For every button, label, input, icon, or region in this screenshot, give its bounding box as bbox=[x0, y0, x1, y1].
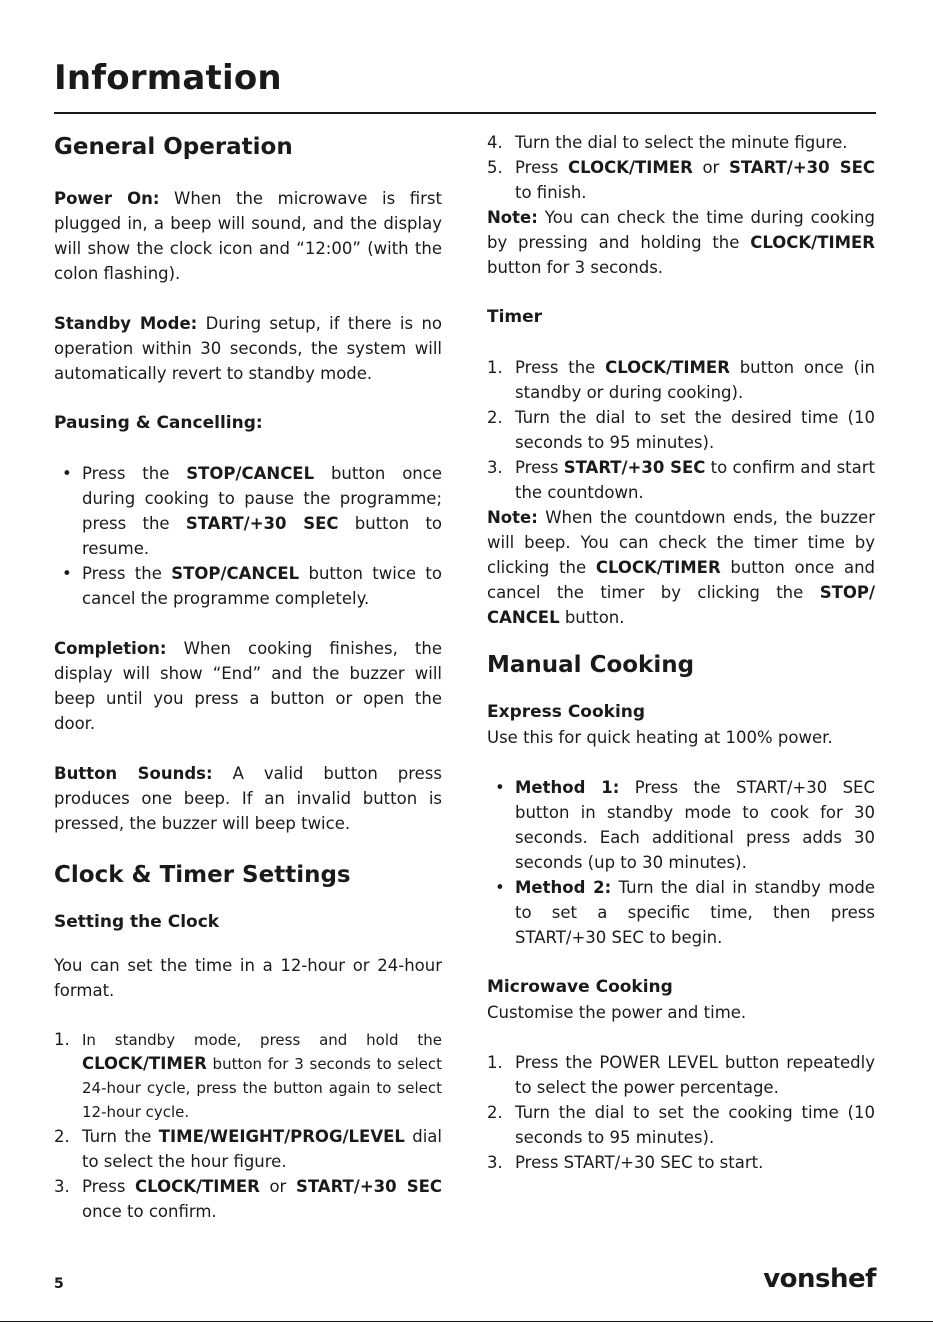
list-item bbox=[487, 355, 875, 405]
express-cooking-heading: Express Cooking bbox=[487, 702, 646, 722]
list-item bbox=[487, 455, 875, 505]
start-key: START/+30 SEC bbox=[185, 514, 339, 533]
list-item-text: Press the START/+30 SEC button in standby mode to cook for 30 seconds. Each additional press adds 30 seconds (up to 30 minutes). bbox=[515, 778, 876, 872]
bullet-icon: • bbox=[62, 564, 72, 583]
page-title: Information bbox=[54, 58, 282, 98]
power-on-text: When the microwave is first plugged in, a beep will sound, and the display will show the clock icon and “12:00” (with the colon flashing). bbox=[54, 189, 442, 283]
list-item-text: button once during cooking to pause the programme; press the bbox=[82, 464, 442, 533]
setting-clock-heading: Setting the Clock bbox=[54, 912, 220, 932]
list-item bbox=[487, 1050, 875, 1100]
method-label: Method 2: bbox=[515, 878, 612, 897]
list-item-text: button once (in standby or during cooking). bbox=[515, 358, 875, 402]
step-number: 3. bbox=[54, 1177, 70, 1196]
standby-paragraph bbox=[54, 311, 442, 386]
clock-timer-key: CLOCK/TIMER bbox=[595, 558, 721, 577]
list-item bbox=[487, 1100, 875, 1150]
list-item bbox=[487, 155, 875, 205]
note-label: Note: bbox=[487, 208, 538, 227]
list-item-text: button twice to cancel the programme completely. bbox=[82, 564, 442, 608]
microwave-cooking-heading: Microwave Cooking bbox=[487, 977, 673, 997]
clock-timer-key: CLOCK/TIMER bbox=[135, 1177, 260, 1196]
note-text: button once and cancel the timer by clicking the bbox=[487, 558, 876, 602]
list-item-text: button to resume. bbox=[82, 514, 443, 558]
power-on-label: Power On: bbox=[54, 189, 160, 208]
step-number: 1. bbox=[54, 1030, 70, 1049]
list-item-text: In standby mode, press and hold the bbox=[82, 1031, 442, 1049]
list-item-text: Turn the dial to set the desired time (10 seconds to 95 minutes). bbox=[515, 408, 875, 452]
left-column bbox=[54, 130, 442, 1224]
clock-timer-heading: Clock & Timer Settings bbox=[54, 862, 351, 888]
completion-text: When cooking finishes, the display will show “End” and the buzzer will beep until you press a button or open the door. bbox=[54, 639, 442, 733]
express-intro: Use this for quick heating at 100% power. bbox=[487, 728, 833, 747]
note-text: When the countdown ends, the buzzer will beep. You can check the timer time by clicking the bbox=[487, 508, 875, 577]
list-item-text: Turn the bbox=[82, 1127, 159, 1146]
list-item bbox=[54, 561, 442, 611]
list-item bbox=[487, 875, 875, 950]
clock-note bbox=[487, 205, 875, 280]
pausing-list bbox=[54, 461, 442, 611]
microwave-steps bbox=[487, 1050, 875, 1175]
list-item bbox=[54, 1124, 442, 1174]
list-item-text: Press the POWER LEVEL button repeatedly to select the power percentage. bbox=[515, 1053, 875, 1097]
timer-heading: Timer bbox=[487, 307, 543, 327]
clock-timer-key: CLOCK/TIMER bbox=[750, 233, 875, 252]
step-number: 2. bbox=[487, 408, 503, 427]
step-number: 3. bbox=[487, 458, 503, 477]
note-label: Note: bbox=[487, 508, 538, 527]
standby-text: During setup, if there is no operation within 30 seconds, the system will automatically revert to standby mode. bbox=[54, 314, 442, 383]
timer-note bbox=[487, 505, 875, 630]
page-number: 5 bbox=[54, 1276, 64, 1292]
bullet-icon: • bbox=[495, 778, 505, 797]
list-item bbox=[54, 461, 442, 561]
list-item-text: to finish. bbox=[515, 183, 587, 202]
completion-label: Completion: bbox=[54, 639, 167, 658]
button-sounds-label: Button Sounds: bbox=[54, 764, 213, 783]
time-weight-key: TIME/WEIGHT/PROG/LEVEL bbox=[158, 1127, 405, 1146]
list-item-text: Turn the dial in standby mode to set a specific time, then press START/+30 SEC to begin. bbox=[515, 878, 875, 947]
note-text: button. bbox=[559, 608, 625, 627]
list-item bbox=[487, 775, 875, 875]
list-item bbox=[487, 1150, 875, 1175]
list-item bbox=[487, 130, 875, 155]
title-divider bbox=[54, 112, 876, 114]
list-item-text: Turn the dial to select the minute figure. bbox=[515, 133, 848, 152]
clock-timer-key: CLOCK/TIMER bbox=[82, 1054, 207, 1073]
clock-timer-key: CLOCK/TIMER bbox=[568, 158, 693, 177]
list-item-text: Press bbox=[515, 458, 564, 477]
list-item-text: once to confirm. bbox=[82, 1202, 217, 1221]
clock-timer-key: CLOCK/TIMER bbox=[605, 358, 730, 377]
right-column bbox=[487, 130, 875, 1175]
stop-cancel-key: STOP/CANCEL bbox=[171, 564, 300, 583]
list-item-text: button for 3 seconds to select 24-hour cycle, press the button again to select 12-hour cycle. bbox=[82, 1055, 442, 1121]
step-number: 4. bbox=[487, 133, 503, 152]
completion-paragraph bbox=[54, 636, 442, 736]
button-sounds-text: A valid button press produces one beep. If an invalid button is pressed, the buzzer will beep twice. bbox=[54, 764, 442, 833]
list-item-text: Press bbox=[515, 158, 569, 177]
clock-steps bbox=[54, 1028, 442, 1224]
method-label: Method 1: bbox=[515, 778, 620, 797]
bullet-icon: • bbox=[495, 878, 505, 897]
general-operation-heading: General Operation bbox=[54, 134, 293, 160]
clock-steps-continued bbox=[487, 130, 875, 205]
list-item-text: Press the bbox=[82, 464, 187, 483]
manual-cooking-heading: Manual Cooking bbox=[487, 652, 695, 678]
list-item-text: Press the bbox=[82, 564, 172, 583]
list-item-text: dial to select the hour figure. bbox=[82, 1127, 442, 1171]
stop-cancel-key: STOP/CANCEL bbox=[186, 464, 315, 483]
list-item-text: Turn the dial to set the cooking time (10 seconds to 95 minutes). bbox=[515, 1103, 875, 1147]
start-key: START/+30 SEC bbox=[295, 1177, 442, 1196]
list-item-text: Press the bbox=[515, 358, 606, 377]
step-number: 5. bbox=[487, 158, 503, 177]
timer-steps bbox=[487, 355, 875, 505]
list-item-text: Press START/+30 SEC to start. bbox=[515, 1153, 764, 1172]
power-on-paragraph bbox=[54, 186, 442, 286]
start-key: START/+30 SEC bbox=[563, 458, 706, 477]
brand-logo: vonshef bbox=[763, 1264, 876, 1294]
step-number: 1. bbox=[487, 358, 503, 377]
button-sounds-paragraph bbox=[54, 761, 442, 836]
step-number: 3. bbox=[487, 1153, 503, 1172]
list-item bbox=[487, 405, 875, 455]
bullet-icon: • bbox=[62, 464, 72, 483]
clock-intro: You can set the time in a 12-hour or 24-hour format. bbox=[54, 956, 442, 1000]
bottom-divider bbox=[0, 1321, 933, 1322]
note-text: button for 3 seconds. bbox=[487, 258, 664, 277]
microwave-intro: Customise the power and time. bbox=[487, 1003, 747, 1022]
start-key: START/+30 SEC bbox=[728, 158, 875, 177]
step-number: 1. bbox=[487, 1053, 503, 1072]
list-item bbox=[54, 1028, 442, 1124]
list-item bbox=[54, 1174, 442, 1224]
step-number: 2. bbox=[54, 1127, 70, 1146]
step-number: 2. bbox=[487, 1103, 503, 1122]
express-methods bbox=[487, 775, 875, 950]
standby-label: Standby Mode: bbox=[54, 314, 198, 333]
list-item-text: or bbox=[259, 1177, 296, 1196]
list-item-text: Press bbox=[82, 1177, 136, 1196]
list-item-text: or bbox=[692, 158, 729, 177]
list-item-text: to confirm and start the countdown. bbox=[515, 458, 876, 502]
pausing-heading: Pausing & Cancelling: bbox=[54, 413, 263, 433]
note-text: You can check the time during cooking by pressing and holding the bbox=[487, 208, 875, 252]
stop-cancel-key: STOP/ CANCEL bbox=[487, 583, 875, 627]
